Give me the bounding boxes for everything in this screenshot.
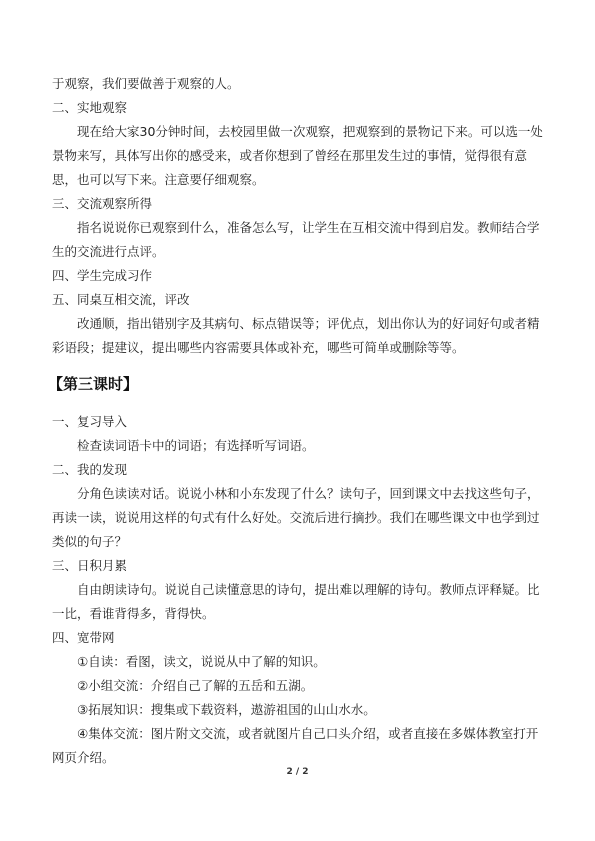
section-body-daily-accumulation: 自由朗读诗句。说说自己读懂意思的诗句，提出难以理解的诗句。教师点评释疑。比一比，看谁背得多，背得快。 [52, 582, 540, 621]
section-heading-daily-accumulation: 三、日积月累 [52, 558, 128, 573]
section-heading-complete-writing: 四、学生完成习作 [52, 268, 153, 283]
lesson-title: 【第三课时】 [48, 375, 139, 393]
section-body-field-observation: 现在给大家30分钟时间，去校园里做一次观察，把观察到的景物记下来。可以选一处景物来写，具体写出你的感受来，或者你想到了曾经在那里发生过的事情，觉得很有意思，也可以写下来。注意要仔细观察。 [52, 124, 543, 187]
section-body-my-discovery: 分角色读读对话。说说小林和小东发现了什么？读句子，回到课文中去找这些句子，再读一读，说说用这样的句式有什么好处。交流后进行摘抄。我们在哪些课文中也学到过类似的句子？ [52, 486, 540, 549]
list-item: ①自读：看图，读文，说说从中了解的知识。 [77, 654, 326, 669]
section-heading-field-observation: 二、实地观察 [52, 100, 128, 115]
section-heading-share-observation: 三、交流观察所得 [52, 196, 153, 211]
intro-tail-text: 于观察，我们要做善于观察的人。 [52, 76, 240, 91]
section-heading-review-intro: 一、复习导入 [52, 414, 128, 429]
section-body-peer-review: 改通顺，指出错别字及其病句、标点错误等；评优点，划出你认为的好词好句或者精彩语段；提建议，提出哪些内容需要具体或补充，哪些可简单或删除等等。 [52, 316, 540, 355]
list-item: ②小组交流：介绍自己了解的五岳和五湖。 [77, 678, 314, 693]
section-heading-broadband: 四、宽带网 [52, 630, 115, 645]
section-body-review-intro: 检查读词语卡中的词语；有选择听写词语。 [77, 438, 315, 453]
list-item: ④集体交流：图片附文交流，或者就图片自己口头介绍，或者直接在多媒体教室打开网页介绍。 [52, 726, 539, 765]
page-number: 2 / 2 [286, 767, 309, 777]
section-heading-my-discovery: 二、我的发现 [52, 462, 128, 477]
list-item: ③拓展知识：搜集或下载资料，遨游祖国的山山水水。 [77, 702, 376, 717]
section-heading-peer-review: 五、同桌互相交流，评改 [52, 292, 190, 307]
section-body-share-observation: 指名说说你已观察到什么，准备怎么写，让学生在互相交流中得到启发。教师结合学生的交流进行点评。 [52, 220, 540, 259]
